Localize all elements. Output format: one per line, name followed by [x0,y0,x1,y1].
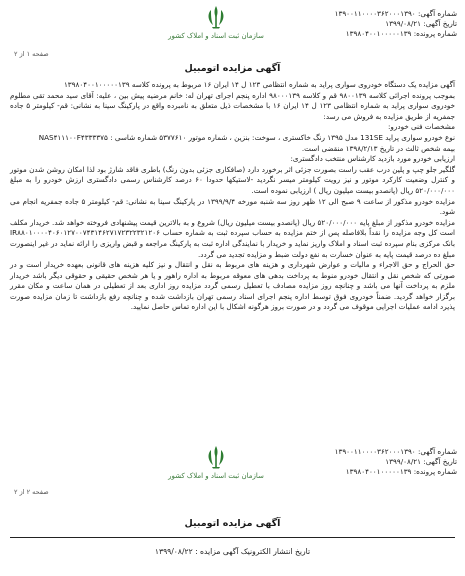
notice-body-1 [10,80,455,313]
header-meta-1 [257,10,457,38]
file-number: شماره پرونده: ۱۳۹۸۰۴۰۰۱۰۰۰۰۰۱۳۹ [345,29,457,39]
paragraph-insurance: بیمه شخص ثالث در تاریخ ۱۳۹۸/۲/۱۳ منقضی است. [301,143,455,153]
org-logo-2 [156,444,276,480]
ad-number: شماره آگهی: ۱۳۹۰۰۱۱۰۰۰۰۳۶۲۰۰۰۱۳۹۰ [334,9,457,18]
ad-date-2: تاریخ آگهی: ۱۳۹۹/۰۸/۲۱ [385,457,457,467]
divider [10,537,455,538]
publish-date: تاریخ انتشار الکترونیک آگهی مزایده : ۱۳۹۹/۰۸/۲۲ [154,547,311,556]
header-meta-2 [257,448,457,476]
file-number-2: شماره پرونده: ۱۳۹۸۰۴۰۰۱۰۰۰۰۰۱۳۹ [345,467,457,477]
iran-emblem-icon [203,444,229,470]
paragraph-intro: آگهی مزایده یک دستگاه خودروی سواری پراید به شماره انتظامی ۱۲۳ ل ۱۴ ایران ۱۶ مربوط به پرونده کلاسه ۱۳۹۸۰۴۰۰۱۰۰۰۰۰۱۳۹ [63,80,455,89]
org-name-2: سازمان ثبت اسناد و املاک کشور [168,472,264,480]
paragraph-specs-heading: مشخصات فنی خودرو: [388,122,455,132]
page-mark-1: صفحه ۱ از ۲ [14,50,49,58]
org-logo-1 [156,4,276,40]
iran-emblem-icon [203,4,229,30]
notice-title-1: آگهی مزایده اتومبیل [184,63,281,74]
ad-date: تاریخ آگهی: ۱۳۹۹/۰۸/۲۱ [385,19,457,29]
page-mark-2: صفحه ۲ از ۲ [14,488,49,496]
paragraph-case: بموجب پرونده اجرائی کلاسه ۹۸۰۰۱۳۹ قم و کلاسه ۹۸۰۰۰۱۳۹ اداره پنجم اجرای تهران له: خانم مرضیه پیش بین ، علیه: آقای سید محمد تقی مطلوم خودروی سواری پراید به شماره انتظامی ۱۲۳ ل ۱۴ ایران ۱۶ با مشخصات ذیل متعلق به نامبرده واقع در پارکینگ سینا به نشانی: قم- کیلومتر ۵ جاده جمفریه از طریق مزایده به فروش می رسد: [10,90,456,121]
ad-number-2: شماره آگهی: ۱۳۹۰۰۱۱۰۰۰۰۳۶۲۰۰۰۱۳۹۰ [334,447,457,456]
paragraph-specs: نوع خودرو سواری پراید 131SE مدل ۱۳۹۵ رنگ خاکستری ، سوخت: بنزین ، شماره موتور ۵۳۷۷۶۱۰ شماره شاسی : NAS۴۱۱۱۰۰F۴۳۳۳۳۷۵ [38,132,455,142]
paragraph-fees: حق الحراج و حق الاجراء و مالیات و عوارض شهرداری و هزینه های مربوط به نقل و انتقال و نیز کلیه هزینه های قانونی بعهده خریدار است و در صورتی که شخص نقل و انتقال خودرو منوط به پرداخت بدهی های معوقه مربوط به اداره راهور و یا هر شخص حقیقی و حقوقی دیگر باشد خریدار ملزم به پرداخت آنها می باشد و چنانچه روز مزایده مصادف با تعطیل رسمی گردد مزایده روز اداری بعد از تعطیلی در همان ساعت و مکان مقرر برگزار خواهد گردید. ضمناً خودروی فوق توسط اداره پنجم اجرای اسناد رسمی تهران بازداشت شده و چنانچه رفع بازداشت تا زمان مزایده صورت پذیرد ادامه عملیات اجرایی موقوف می گردد و در صورت بروز هرگونه اشکال با این اداره تماس حاصل نمایید. [10,260,455,312]
paragraph-time-place: مزایده خودرو مذکور از ساعت ۹ صبح الی ۱۲ ظهر روز سه شنبه مورخه ۱۳۹۹/۹/۴ در پارکینگ سینا به نشانی: قم- کیلومتر ۵ جاده جمفریه انجام می شود. [10,196,455,217]
paragraph-appraisal-heading: ارزیابی خودرو مورد بازدید کارشناس منتخب دادگستری: [290,154,455,164]
paragraph-payment: مزایده خودرو مذکور از مبلغ پایه ۵۲۰/۰۰۰/۰۰۰ ریال (پانصدو بیست میلیون ریال) شروع و به بالاترین قیمت پیشنهادی فروخته خواهد شد. خریدار مکلف است کل وجه مزایده را نقداً بلافاصله پس از ختم مزایده به حساب سپرده ثبت به شماره حساب IR۸۸۰۱۰۰۰۰۴۰۶۰۱۲۷۰۰۷۴۳۱۴۶۲۷۱۷۲۳۲۲۳۲۱۲۰۶ بانک مرکزی بنام سپرده ثبت اسناد و املاک واریز نماید و خریدار با نمایندگی اداره ثبت به پارکینگ مراجعه و قبض واریزی را ارائه نماید در غیر اینصورت مبلغ ده درصد قیمت پایه به عنوان خسارت به نفع دولت ضبط و مزایده تجدید می گردد. [10,217,455,259]
notice-title-2: آگهی مزایده اتومبیل [184,518,281,529]
org-name: سازمان ثبت اسناد و املاک کشور [168,32,264,40]
paragraph-appraisal: گلگیر جلو چپ و پلین درب عقب راست بصورت جزئی اثر برخورد دارد (صافکاری جزئی بدون رنگ) باطری فاقد شارژ بود لذا امکان روشن شدن موتور و کنترل وضعیت کارکرد موتور و نیز رویت کیلومتر میسر نگردید -لاستیکها حدودا ۶۰ درصد کارشناس رسمی دادگستری ارزش خودرو را به مبلغ ۵۲۰/۰۰۰/۰۰۰ ریال (پانصدو بیست میلیون ریال ) ارزیابی نموده است. [10,164,455,195]
